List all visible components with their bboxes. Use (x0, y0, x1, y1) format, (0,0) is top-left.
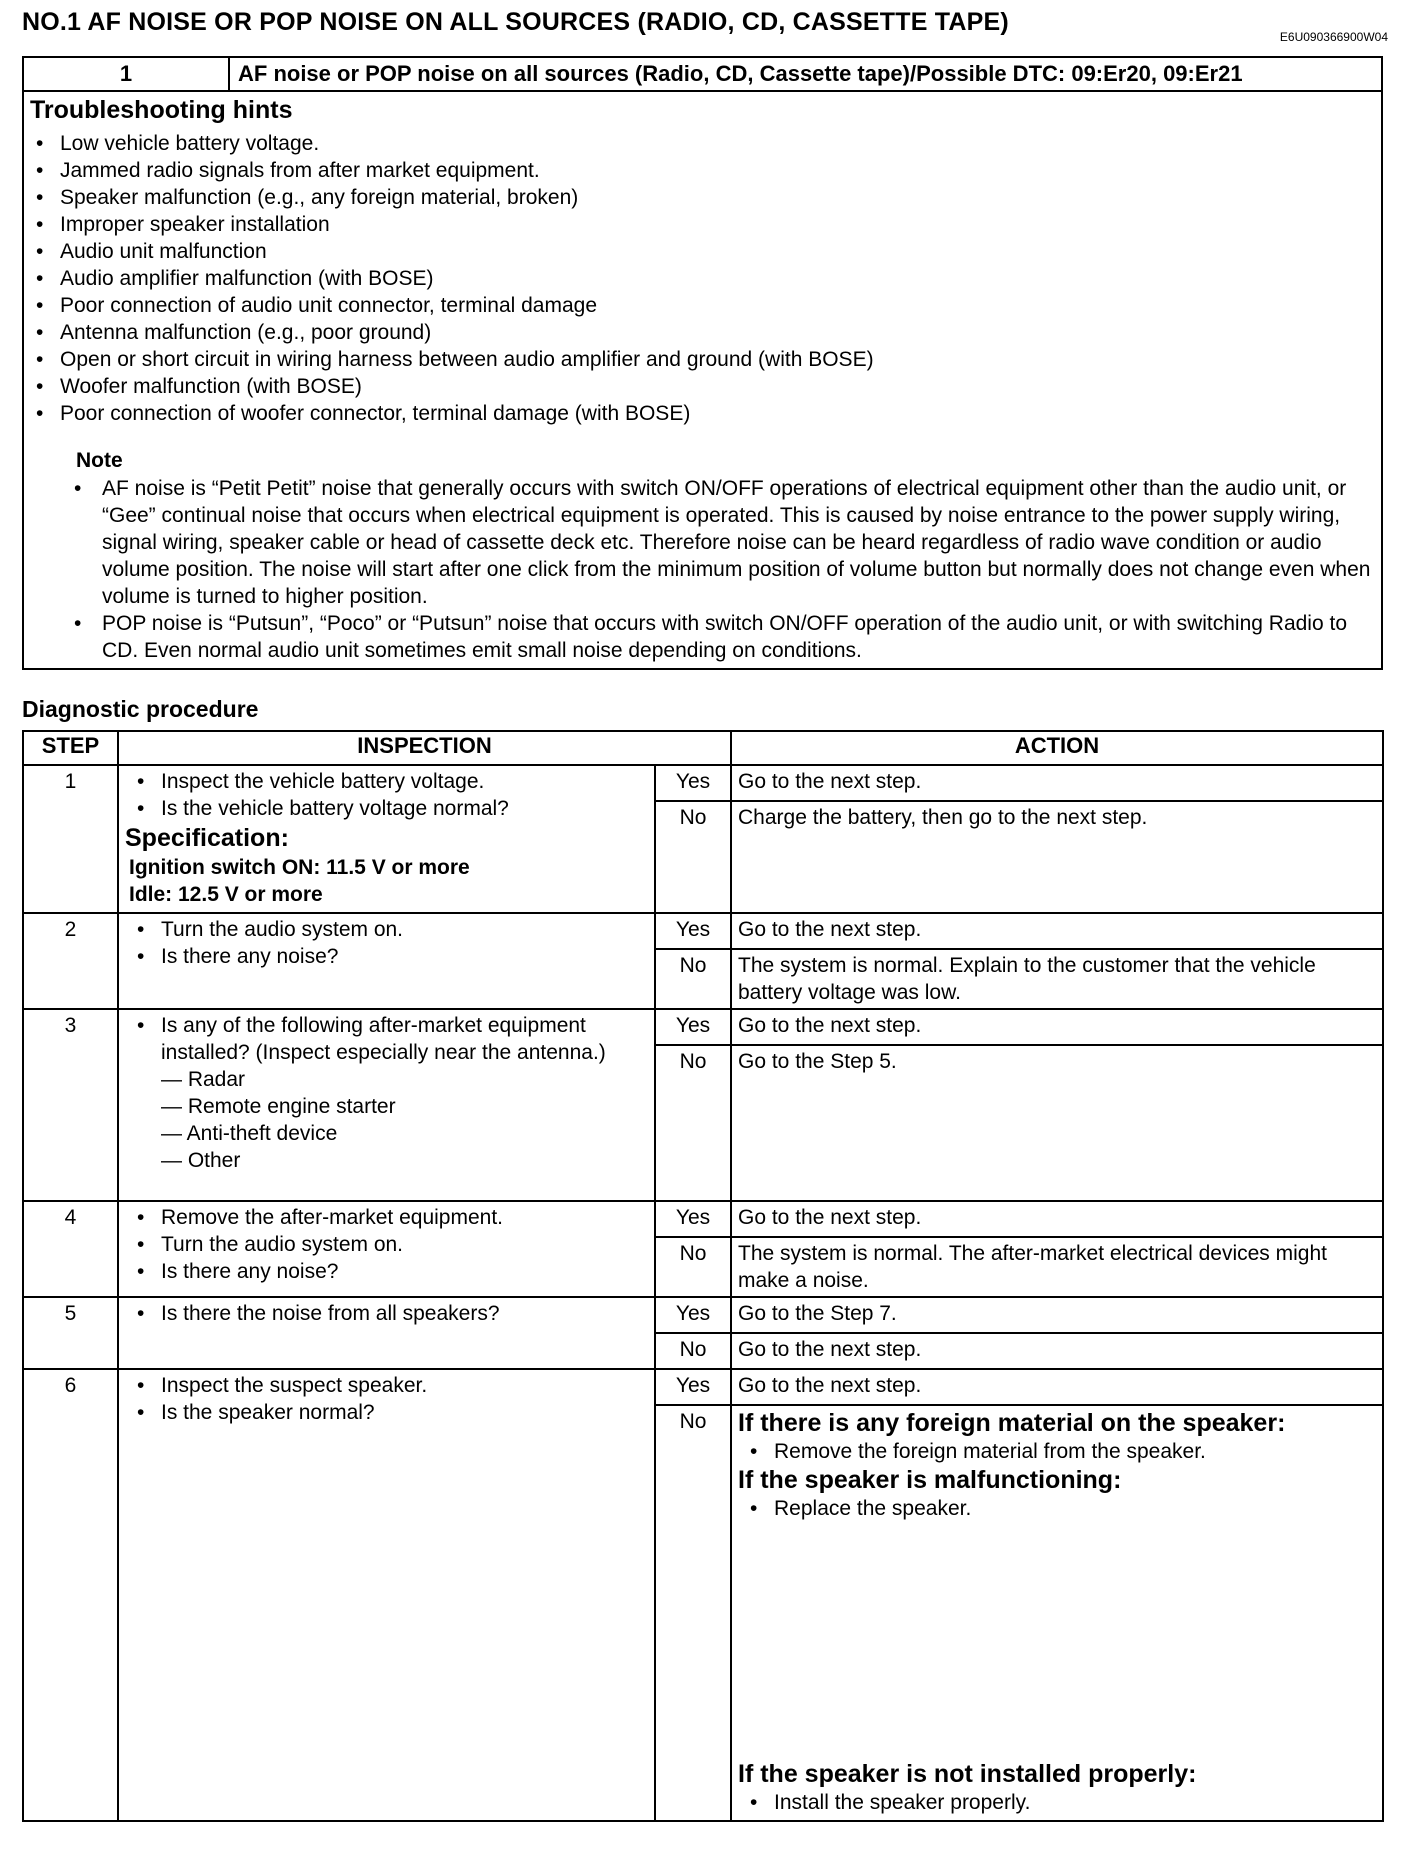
inspection-cell (118, 1009, 655, 1201)
no-label: No (655, 1237, 731, 1297)
table-row (23, 1009, 1383, 1045)
hint-list (24, 130, 874, 427)
table-header-row (23, 731, 1383, 765)
yes-action: Go to the Step 7. (731, 1297, 1383, 1333)
yes-label: Yes (655, 1009, 731, 1045)
inspection-cell (118, 1369, 655, 1821)
action-condition-heading: If there is any foreign material on the speaker: (738, 1409, 1286, 1437)
list-item: • Speaker malfunction (e.g., any foreign material, broken) (24, 184, 874, 211)
step-number: 3 (23, 1009, 118, 1201)
no-action: The system is normal. The after-market electrical devices might make a noise. (731, 1237, 1383, 1297)
yes-action: Go to the next step. (731, 1201, 1383, 1237)
table-row (23, 765, 1383, 801)
table-row (23, 913, 1383, 949)
inspection-item: • Inspect the suspect speaker. (125, 1372, 650, 1399)
inspection-cell (118, 1201, 655, 1297)
inspection-item: • Inspect the vehicle battery voltage. (125, 768, 650, 795)
header-action: ACTION (731, 731, 1383, 765)
inspection-item: • Is there the noise from all speakers? (125, 1300, 650, 1327)
no-action: Go to the next step. (731, 1333, 1383, 1369)
note-item: • POP noise is “Putsun”, “Poco” or “Putsun” noise that occurs with switch ON/OFF operation of the audio unit, or with switching Radio to CD. Even normal audio unit sometimes emit small noise depending on conditions. (60, 610, 1378, 664)
header-step: STEP (23, 731, 118, 765)
inspection-cell (118, 913, 655, 1009)
document-code: E6U090366900W04 (1279, 30, 1388, 44)
list-item: • Audio amplifier malfunction (with BOSE) (24, 265, 874, 292)
yes-label: Yes (655, 1297, 731, 1333)
list-item: • Audio unit malfunction (24, 238, 874, 265)
no-action: Go to the Step 5. (731, 1045, 1383, 1201)
list-item: • Antenna malfunction (e.g., poor ground) (24, 319, 874, 346)
list-item: • Open or short circuit in wiring harness between audio amplifier and ground (with BOSE) (24, 346, 874, 373)
action-block-bottom (738, 1759, 1196, 1816)
step-number: 4 (23, 1201, 118, 1297)
hints-number: 1 (24, 58, 230, 90)
inspection-cell (118, 1297, 655, 1369)
step-number: 5 (23, 1297, 118, 1369)
note-label: Note (76, 449, 123, 472)
table-row (23, 1297, 1383, 1333)
action-item: • Replace the speaker. (738, 1495, 1376, 1522)
inspection-item: • Remove the after-market equipment. (125, 1204, 650, 1231)
action-condition-heading: If the speaker is malfunctioning: (738, 1466, 1122, 1494)
no-label: No (655, 1045, 731, 1201)
inspection-item: • Is the vehicle battery voltage normal? (125, 795, 650, 822)
inspection-item: • Turn the audio system on. (125, 916, 650, 943)
troubleshooting-hints-box (22, 56, 1383, 670)
yes-action: Go to the next step. (731, 1009, 1383, 1045)
list-item: • Poor connection of woofer connector, terminal damage (with BOSE) (24, 400, 874, 427)
diagnostic-table (22, 730, 1384, 1822)
list-item: • Low vehicle battery voltage. (24, 130, 874, 157)
troubleshooting-hints-title: Troubleshooting hints (30, 96, 293, 124)
action-condition-heading: If the speaker is not installed properly: (738, 1760, 1197, 1788)
yes-label: Yes (655, 1369, 731, 1405)
yes-label: Yes (655, 1201, 731, 1237)
inspection-item: • Turn the audio system on. (125, 1231, 650, 1258)
yes-action: Go to the next step. (731, 1369, 1383, 1405)
table-row (23, 1201, 1383, 1237)
no-label: No (655, 1333, 731, 1369)
specification-value: Idle: 12.5 V or more (129, 883, 323, 906)
list-item: • Woofer malfunction (with BOSE) (24, 373, 874, 400)
diagnostic-procedure-title: Diagnostic procedure (22, 696, 259, 722)
specification-label: Specification: (125, 824, 289, 852)
table-row (23, 1369, 1383, 1405)
hints-heading: AF noise or POP noise on all sources (Radio, CD, Cassette tape)/Possible DTC: 09:Er20, 09:Er21 (238, 61, 1243, 86)
inspection-item: • Is there any noise? (125, 943, 650, 970)
list-item: • Improper speaker installation (24, 211, 874, 238)
inspection-cell (118, 765, 655, 913)
hints-header-row (24, 58, 1381, 92)
inspection-item: • Is there any noise? (125, 1258, 650, 1285)
no-label: No (655, 1405, 731, 1821)
no-action: The system is normal. Explain to the customer that the vehicle battery voltage was low. (731, 949, 1383, 1009)
step-number: 6 (23, 1369, 118, 1821)
action-item: • Install the speaker properly. (738, 1789, 1196, 1816)
note-item: • AF noise is “Petit Petit” noise that generally occurs with switch ON/OFF operations of electrical equipment other than the audio unit, or “Gee” continual noise that occurs when electrical equipment is operated. This is caused by noise entrance to the power supply wiring, signal wiring, speaker cable or head of cassette deck etc. Therefore noise can be heard regardless of radio wave condition or audio volume position. The noise will start after one click from the minimum position of volume button but normally does not change even when volume is turned to higher position. (60, 475, 1378, 610)
page-title: NO.1 AF NOISE OR POP NOISE ON ALL SOURCES (RADIO, CD, CASSETTE TAPE) (22, 8, 1009, 36)
step-number: 1 (23, 765, 118, 913)
step-number: 2 (23, 913, 118, 1009)
no-label: No (655, 801, 731, 913)
no-action (731, 1405, 1383, 1821)
equipment-item: — Remote engine starter (161, 1095, 396, 1118)
yes-action: Go to the next step. (731, 765, 1383, 801)
equipment-item: — Other (161, 1149, 241, 1172)
inspection-item: • Is any of the following after-market equipment installed? (Inspect especially near the antenna.) (125, 1012, 650, 1066)
yes-action: Go to the next step. (731, 913, 1383, 949)
no-action: Charge the battery, then go to the next step. (731, 801, 1383, 913)
specification-value: Ignition switch ON: 11.5 V or more (129, 856, 470, 879)
inspection-item: • Is the speaker normal? (125, 1399, 650, 1426)
note-list (60, 475, 1378, 664)
no-label: No (655, 949, 731, 1009)
equipment-item: — Anti-theft device (161, 1122, 338, 1145)
yes-label: Yes (655, 913, 731, 949)
action-item: • Remove the foreign material from the speaker. (738, 1438, 1376, 1465)
list-item: • Jammed radio signals from after market equipment. (24, 157, 874, 184)
list-item: • Poor connection of audio unit connector, terminal damage (24, 292, 874, 319)
yes-label: Yes (655, 765, 731, 801)
header-inspection: INSPECTION (118, 731, 731, 765)
equipment-item: — Radar (161, 1068, 246, 1091)
